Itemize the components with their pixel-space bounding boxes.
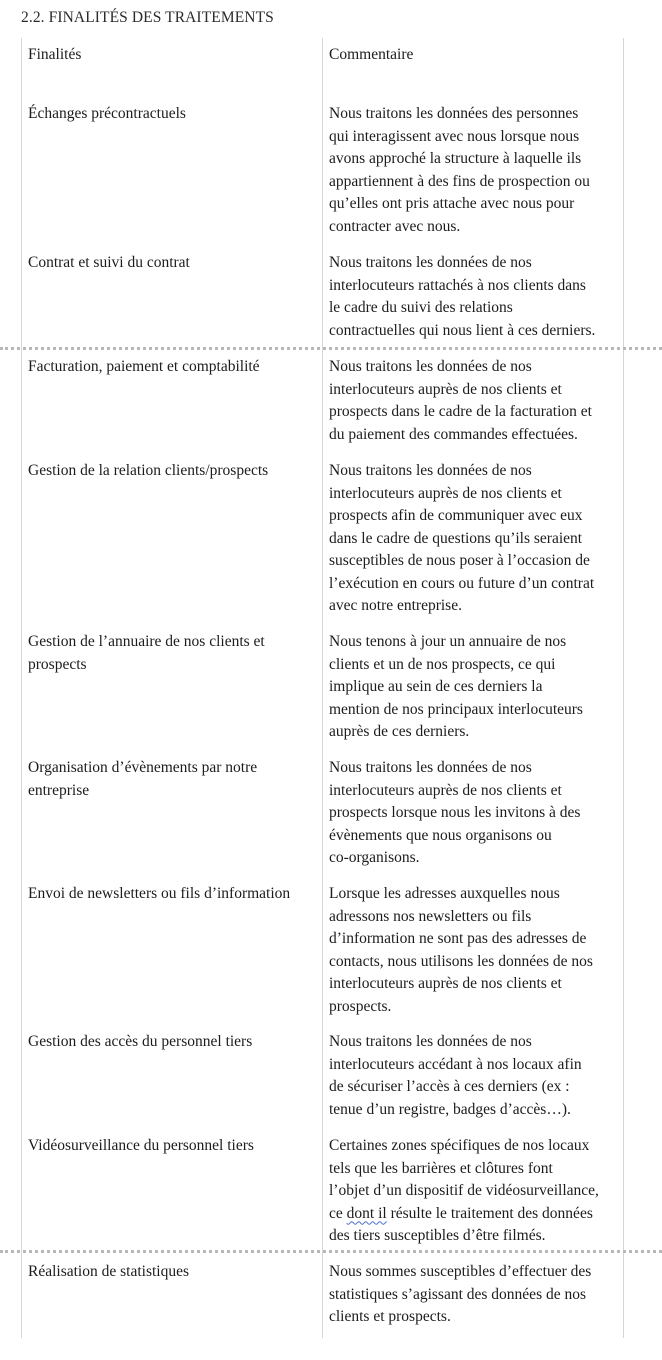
finalite-cell <box>28 460 268 483</box>
spellcheck-underline: dont il <box>346 1204 387 1222</box>
commentaire-line: interlocuteurs auprès de nos clients et <box>329 380 562 398</box>
commentaire-line: Nous tenons à jour un annuaire de nos <box>329 633 567 650</box>
commentaire-line: dans le cadre de questions qu’ils seraient <box>329 529 583 547</box>
commentaire-line: l’objet d’un dispositif de vidéosurveillance, <box>329 1182 599 1199</box>
table-right-border <box>623 38 624 1338</box>
commentaire-cell <box>329 883 593 1018</box>
finalite-line: Envoi de newsletters ou fils d’information <box>28 885 291 902</box>
finalite-line: Organisation d’évènements par notre <box>28 759 258 776</box>
finalite-cell <box>28 757 257 802</box>
finalite-cell <box>28 1135 254 1158</box>
commentaire-line: clients et un de nos prospects, ce qui <box>329 655 556 673</box>
commentaire-line: tenue d’un registre, badges d’accès…). <box>329 1100 571 1118</box>
commentaire-line: interlocuteurs accédant à nos locaux afin <box>329 1055 582 1073</box>
commentaire-line: susceptibles de nous poser à l’occasion de <box>329 552 590 569</box>
commentaire-line: interlocuteurs auprès de nos clients et <box>329 781 562 799</box>
commentaire-line: mention de nos principaux interlocuteurs <box>329 700 583 718</box>
page-break-separator <box>0 1250 662 1253</box>
finalite-line: Gestion de la relation clients/prospects <box>28 462 269 479</box>
finalite-line: Gestion de l’annuaire de nos clients et <box>28 633 265 650</box>
commentaire-line: le cadre du suivi des relations <box>329 299 513 316</box>
finalite-cell <box>28 356 260 379</box>
section-title: 2.2. FINALITÉS DES TRAITEMENTS <box>21 9 274 26</box>
commentaire-line: Nous traitons les données de nos <box>329 1033 532 1050</box>
commentaire-line: des tiers susceptibles d’être filmés. <box>329 1227 546 1244</box>
commentaire-line: prospects dans le cadre de la facturation et <box>329 403 592 420</box>
commentaire-line: clients et prospects. <box>329 1308 451 1325</box>
commentaire-line: prospects lorsque nous les invitons à des <box>329 804 581 821</box>
commentaire-line: Nous traitons les données des personnes <box>329 105 579 122</box>
commentaire-line: qui interagissent avec nous lorsque nous <box>329 127 580 145</box>
commentaire-line: évènements que nous organisons ou <box>329 826 552 844</box>
page-break-separator <box>0 347 662 350</box>
column-header-finalites: Finalités <box>28 46 82 63</box>
commentaire-line: prospects. <box>329 997 392 1015</box>
finalite-line: entreprise <box>28 781 90 799</box>
commentaire-line: d’information ne sont pas des adresses de <box>329 930 587 947</box>
commentaire-line: Nous traitons les données de nos <box>329 358 532 375</box>
commentaire-cell <box>329 1261 591 1329</box>
table-column-divider <box>322 38 323 1338</box>
commentaire-cell <box>329 252 595 342</box>
commentaire-cell <box>329 460 594 618</box>
commentaire-line: adressons nos newsletters ou fils <box>329 907 532 925</box>
commentaire-line: de sécuriser l’accès à ces derniers (ex : <box>329 1078 570 1095</box>
finalite-line: Contrat et suivi du contrat <box>28 254 190 271</box>
commentaire-line: l’exécution en cours ou future d’un contrat <box>329 574 595 592</box>
finalite-cell <box>28 1031 252 1054</box>
commentaire-line: avons approché la structure à laquelle ils <box>329 150 582 167</box>
commentaire-line: statistiques s’agissant des données de nos <box>329 1285 587 1303</box>
commentaire-line: qu’elles ont pris attache avec nous pour <box>329 195 575 212</box>
finalite-line: Vidéosurveillance du personnel tiers <box>28 1137 254 1154</box>
commentaire-cell <box>329 356 592 446</box>
commentaire-line: co-organisons. <box>329 849 420 866</box>
commentaire-line: contracter avec nous. <box>329 217 461 235</box>
commentaire-cell <box>329 757 580 870</box>
table-left-border <box>21 38 22 1338</box>
finalite-cell <box>28 1261 189 1284</box>
finalite-cell <box>28 252 190 275</box>
commentaire-line: auprès de ces derniers. <box>329 723 470 740</box>
commentaire-cell <box>329 1135 599 1248</box>
finalite-line: Facturation, paiement et comptabilité <box>28 358 260 375</box>
commentaire-line: prospects afin de communiquer avec eux <box>329 507 583 524</box>
commentaire-cell <box>329 631 583 744</box>
commentaire-line: interlocuteurs rattachés à nos clients dans <box>329 276 586 294</box>
commentaire-line: ce dont il résulte le traitement des données <box>329 1204 593 1222</box>
finalite-cell <box>28 631 265 676</box>
commentaire-line: Nous sommes susceptibles d’effectuer des <box>329 1263 592 1280</box>
finalite-line: Réalisation de statistiques <box>28 1263 190 1280</box>
commentaire-line: interlocuteurs auprès de nos clients et <box>329 975 562 992</box>
commentaire-line: avec notre entreprise. <box>329 597 462 614</box>
commentaire-line: Nous traitons les données de nos <box>329 759 532 776</box>
commentaire-line: implique au sein de ces derniers la <box>329 678 543 695</box>
finalite-cell <box>28 883 290 906</box>
commentaire-line: interlocuteurs auprès de nos clients et <box>329 484 562 502</box>
commentaire-line: contractuelles qui nous lient à ces derniers. <box>329 321 596 339</box>
commentaire-cell <box>329 103 590 238</box>
commentaire-cell <box>329 1031 582 1121</box>
finalite-line: prospects <box>28 655 87 673</box>
commentaire-line: tels que les barrières et clôtures font <box>329 1159 553 1177</box>
commentaire-line: Certaines zones spécifiques de nos locaux <box>329 1137 590 1154</box>
commentaire-line: Nous traitons les données de nos <box>329 462 532 479</box>
column-header-commentaire: Commentaire <box>329 46 414 63</box>
finalite-cell <box>28 103 186 126</box>
finalite-line: Gestion des accès du personnel tiers <box>28 1033 253 1050</box>
commentaire-line: appartiennent à des fins de prospection ou <box>329 172 590 190</box>
finalite-line: Échanges précontractuels <box>28 105 186 122</box>
commentaire-line: du paiement des commandes effectuées. <box>329 425 578 443</box>
commentaire-line: Nous traitons les données de nos <box>329 254 532 271</box>
commentaire-line: contacts, nous utilisons les données de nos <box>329 952 593 970</box>
commentaire-line: Lorsque les adresses auxquelles nous <box>329 885 560 902</box>
